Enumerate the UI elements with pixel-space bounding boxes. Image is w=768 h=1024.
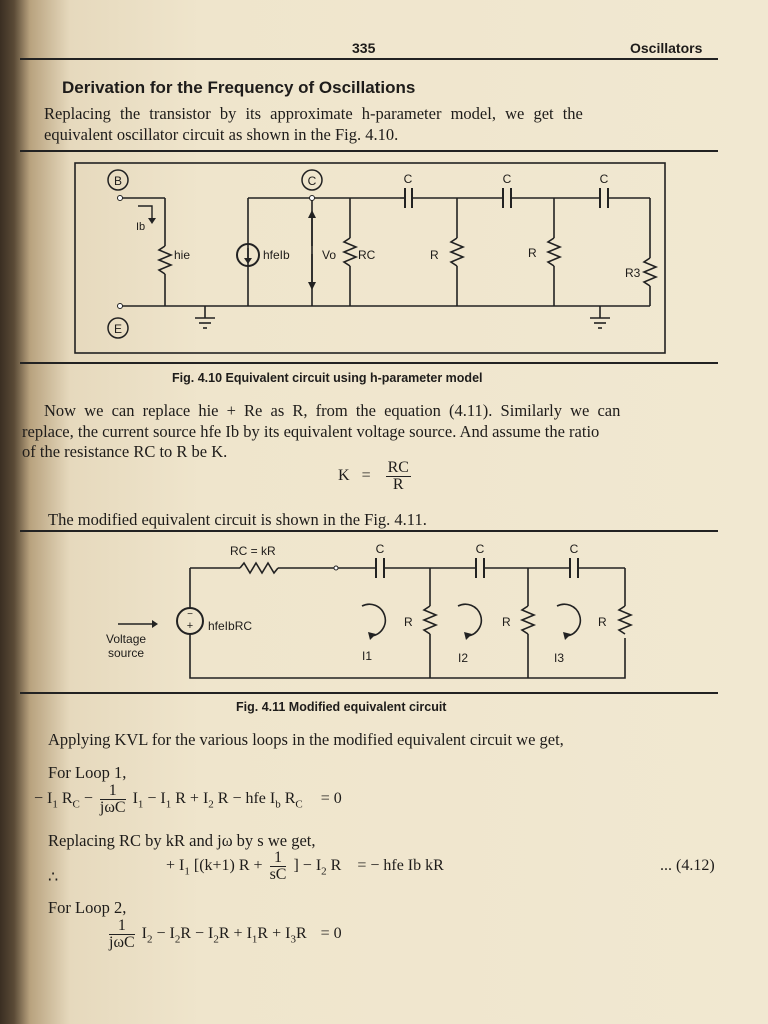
svg-text:−: − (187, 609, 193, 620)
c1-label: C (403, 172, 413, 186)
ratio-numerator: RC (387, 459, 409, 476)
r2-label: R (528, 246, 537, 260)
node-b-label: B (113, 174, 123, 188)
figure-410-circuit (60, 158, 670, 358)
loop-1-rhs: = 0 (320, 790, 342, 808)
node-e-label: E (113, 322, 123, 336)
figure-411-top-rule (20, 530, 718, 532)
i1-label: I1 (362, 649, 373, 663)
r1-label-411: R (404, 615, 413, 629)
figure-411-circuit (100, 538, 660, 688)
paragraph-3: The modified equivalent circuit is shown in the Fig. 4.11. (48, 510, 427, 529)
chapter-title: Oscillators (630, 40, 703, 56)
c2-label: C (502, 172, 512, 186)
paragraph-2-line-1: Now we can replace hie + Re as R, from the equation (4.11). Similarly we can (44, 401, 621, 420)
paragraph-2-line-2: replace, the current source hfe Ib by its equivalent voltage source. And assume the ratio (22, 422, 600, 441)
loop-2-equation: $\frac{1}{\text{jωC}}$ $I_2 - I_2R - I_2R + I_1R + I_3R = 0$ (109, 917, 342, 951)
rc-kr-label: RC = kR (230, 544, 276, 558)
figure-410-bottom-rule (20, 362, 718, 364)
svg-text:+: + (186, 620, 194, 632)
i2-label: I2 (458, 651, 469, 665)
r2-label-411: R (502, 615, 511, 629)
c3-label: C (599, 172, 609, 186)
eq-4-12-number: ... (4.12) (660, 857, 715, 874)
figure-411-bottom-rule (20, 692, 718, 694)
paragraph-1-line-1: Replacing the transistor by its approximate h-parameter model, we get the (44, 104, 583, 123)
rc-label: RC (358, 248, 376, 262)
figure-410-top-rule (20, 150, 718, 152)
paragraph-1-line-2: equivalent oscillator circuit as shown in the Fig. 4.10. (44, 125, 399, 144)
vo-label: Vo (322, 248, 337, 262)
loop-2-heading: For Loop 2, (48, 898, 127, 917)
eq-4-12: + $I_1$ [(k+1) R + $\frac{1}{sC}$ ] − $I_2$ R = − hfe Ib kR (166, 849, 444, 883)
r1-label: R (430, 248, 439, 262)
eq-4-12-rhs: = − hfe Ib kR (357, 857, 444, 875)
source-word-label: source (108, 646, 145, 660)
ib-label: Ib (136, 221, 146, 233)
r3-label-411: R (598, 615, 607, 629)
node-c-label: C (307, 174, 317, 188)
c2-label-411: C (475, 542, 485, 556)
header-rule (20, 58, 718, 60)
loop-1-heading: For Loop 1, (48, 763, 127, 782)
source-label: hfeIbRC (208, 619, 253, 633)
r3-label: R3 (625, 266, 641, 280)
ratio-equals: = (361, 467, 371, 485)
hie-label: hie (174, 248, 191, 262)
ratio-fraction (386, 460, 411, 493)
eq-4-12-therefore: ∴ (48, 869, 59, 886)
figure-411-caption: Fig. 4.11 Modified equivalent circuit (236, 700, 447, 714)
c3-label-411: C (569, 542, 579, 556)
c1-label-411: C (375, 542, 385, 556)
ratio-lhs: K (338, 467, 350, 485)
replacing-text: Replacing RC by kR and jω by s we get, (48, 831, 316, 850)
loop-1-equation: − $I_1$ $R_C$ − $\frac{1}{\text{jωC}}$ $I_1 - I_1$ $R + I_2$ R − hfe $I_b$ $R_C = 0$ (34, 782, 342, 816)
loop-2-rhs: = 0 (320, 925, 342, 943)
section-title: Derivation for the Frequency of Oscillations (62, 78, 416, 97)
hfeib-label: hfeIb (263, 248, 290, 262)
i3-label: I3 (554, 651, 565, 665)
paragraph-4: Applying KVL for the various loops in the modified equivalent circuit we get, (48, 730, 564, 749)
ratio-equation (338, 460, 414, 493)
paragraph-2-line-3: of the resistance RC to R be K. (22, 442, 228, 461)
voltage-label: Voltage (106, 632, 147, 646)
figure-410-caption: Fig. 4.10 Equivalent circuit using h-parameter model (172, 371, 483, 385)
ratio-denominator: R (392, 476, 404, 493)
page-number: 335 (352, 40, 376, 56)
